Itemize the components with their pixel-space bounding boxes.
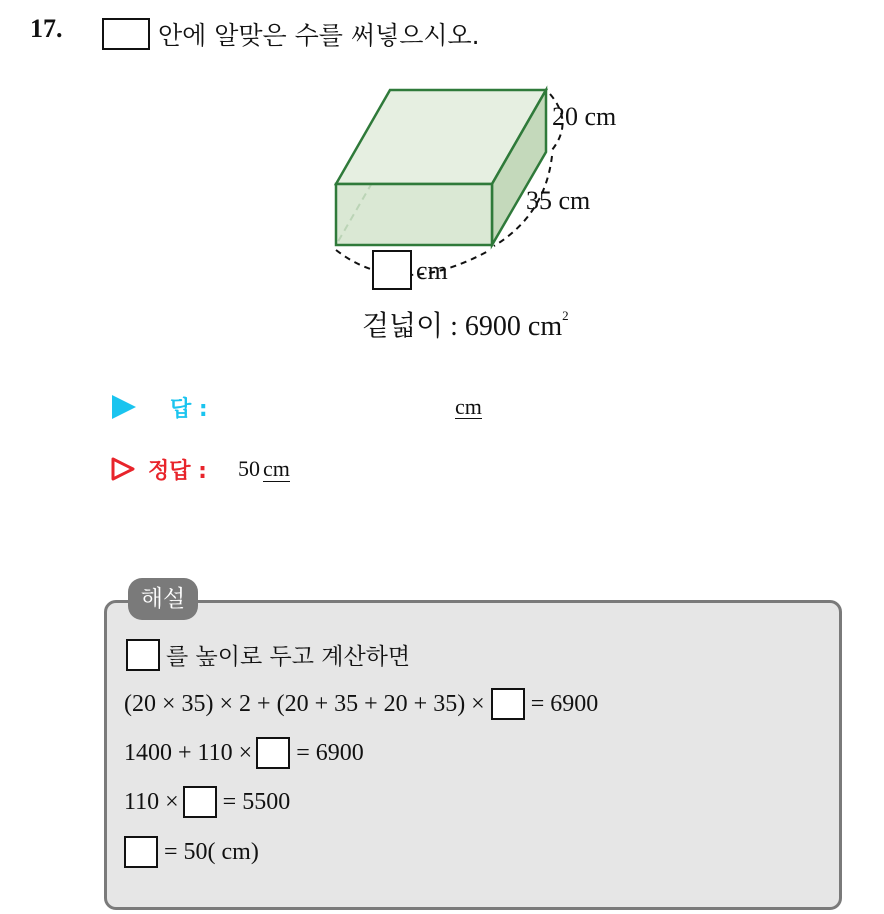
explanation-line-5-right: = 50( cm) [164, 838, 259, 865]
height-label: 20 cm [552, 102, 617, 131]
blank-box [491, 688, 525, 720]
explanation-line-2-right: = 6900 [530, 690, 599, 717]
correct-answer-label: 정답 : [148, 459, 207, 484]
explanation-line-4-left: 110 × [124, 788, 179, 815]
blank-box [126, 639, 160, 671]
explanation-line-3-right: = 6900 [296, 739, 364, 766]
width-label: 35 cm [526, 186, 591, 215]
surface-area-text: 겉넓이 : 6900 cm [362, 311, 563, 342]
explanation-line-3 [124, 737, 364, 769]
explanation-line-3-left: 1400 + 110 × [124, 739, 253, 766]
explanation-line-2 [124, 688, 598, 720]
explanation-line-4-right: = 5500 [222, 788, 291, 815]
explanation-tab: 해설 [128, 578, 198, 620]
length-unit: cm [416, 256, 448, 285]
answer-arrow-icon [112, 395, 136, 419]
explanation-line-1 [124, 638, 410, 671]
blank-box [256, 737, 290, 769]
question-number: 17. [30, 14, 63, 43]
correct-answer-unit: cm [263, 456, 290, 481]
answer-blank-box [102, 18, 150, 50]
front-face [336, 184, 492, 245]
explanation-line-5 [124, 836, 259, 868]
length-dimension-arc [336, 250, 490, 275]
correct-arrow-icon [110, 456, 136, 482]
area-exponent: 2 [562, 308, 569, 323]
length-blank-box [372, 250, 412, 290]
correct-answer-value: 50 [238, 456, 260, 481]
explanation-line-4 [124, 786, 290, 818]
explanation-line-1-text: 를 높이로 두고 계산하면 [166, 644, 411, 670]
explanation-line-2-left: (20 × 35) × 2 + (20 + 35 + 20 + 35) × [124, 690, 485, 717]
question-text: 안에 알맞은 수를 써넣으시오. [158, 21, 480, 50]
surface-area-label [362, 304, 569, 344]
correct-answer [238, 456, 290, 482]
blank-box [183, 786, 217, 818]
answer-unit: cm [455, 394, 482, 419]
answer-label: 답 : [170, 397, 208, 422]
blank-box [124, 836, 158, 868]
